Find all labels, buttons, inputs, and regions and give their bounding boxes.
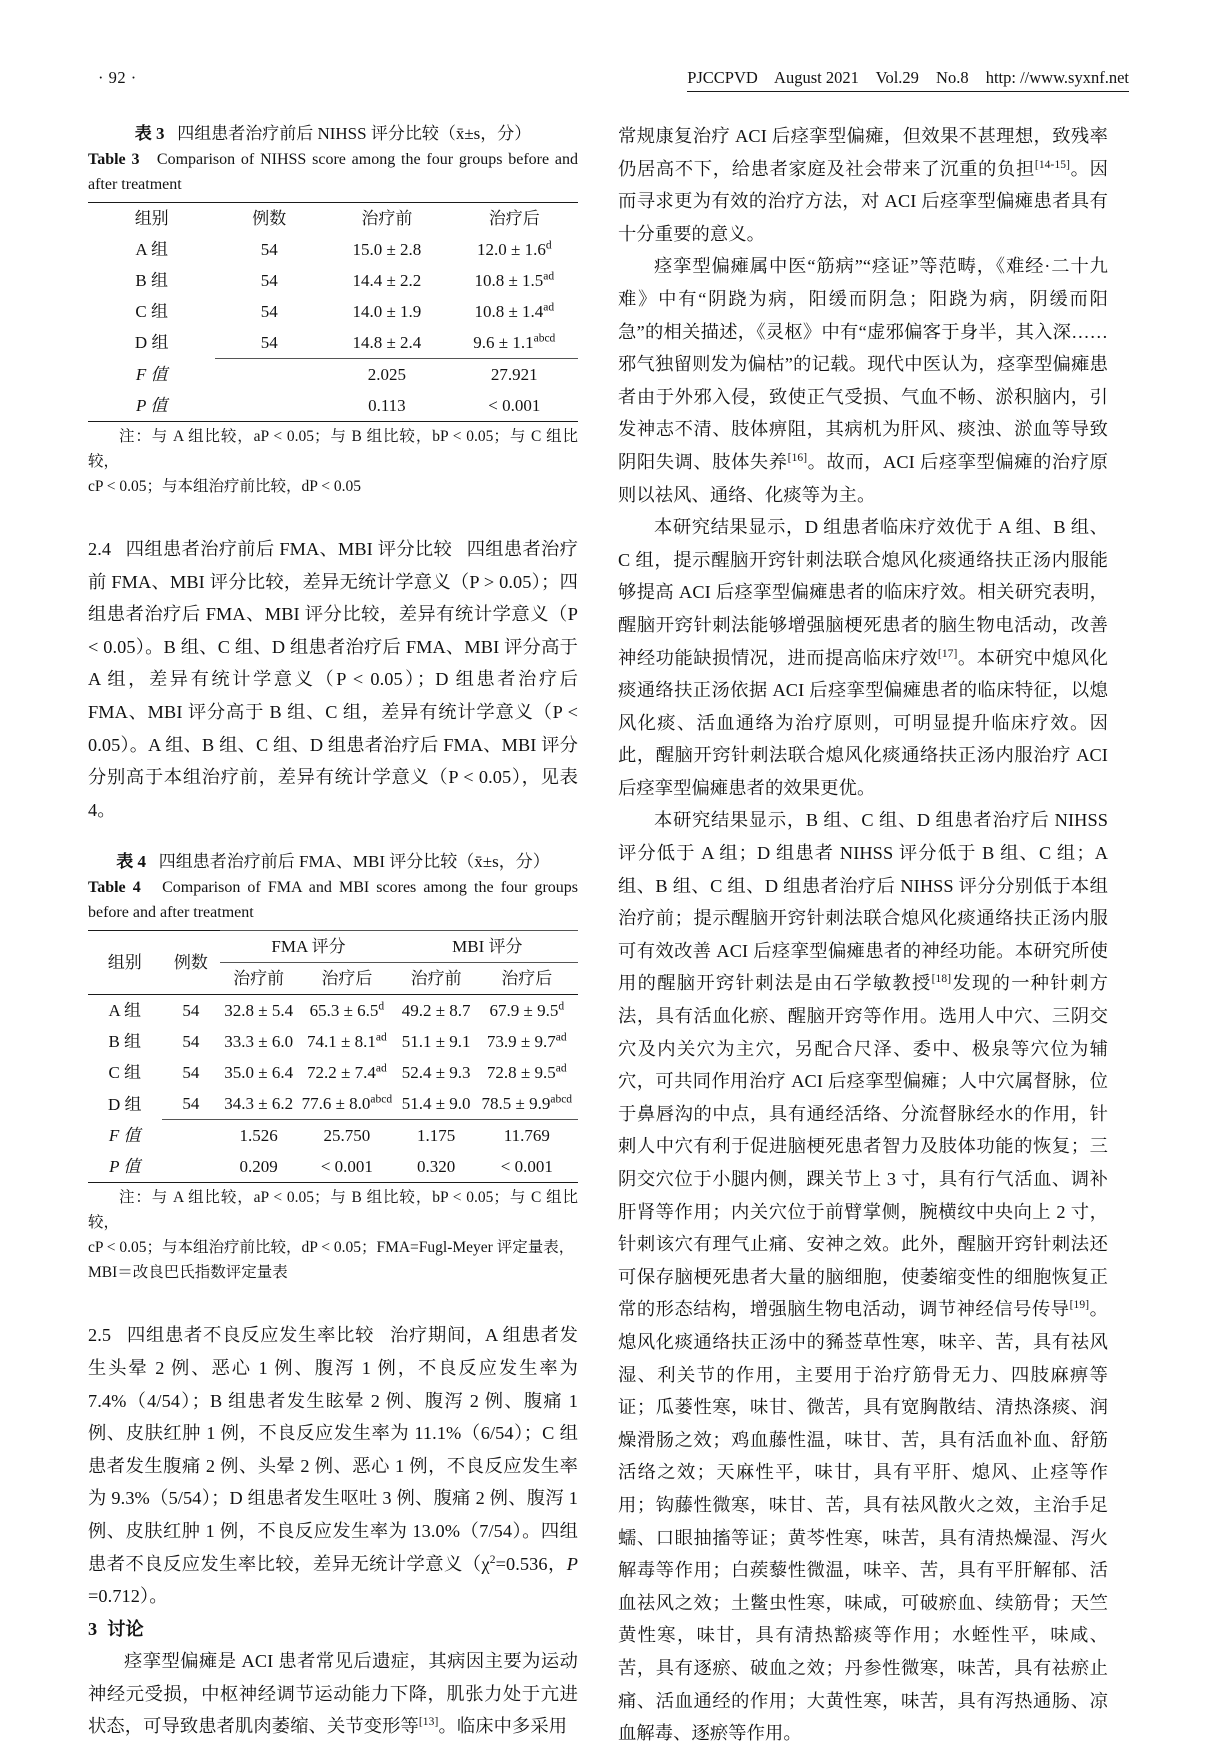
table3-note-line1: 注：与 A 组比较，aP < 0.05；与 B 组比较，bP < 0.05；与 C 组比较，	[88, 428, 578, 470]
table4-p-row	[88, 1151, 578, 1183]
f-label-text: F 值	[108, 1126, 141, 1146]
table4	[88, 930, 578, 1183]
journal-citation	[687, 68, 1129, 92]
table4-p-fma-after: < 0.001	[297, 1151, 397, 1183]
table-row	[88, 265, 578, 296]
table3-note-line2: cP < 0.05；与本组治疗前比较，dP < 0.05	[88, 478, 361, 495]
journal-url: http: //www.syxnf.net	[985, 68, 1129, 87]
sup: d	[545, 239, 552, 252]
table3-r1-group: B 组	[135, 271, 168, 290]
section-2.5	[88, 1319, 578, 1612]
journal-abbrev: PJCCPVD	[687, 68, 758, 87]
right-paragraph-continuation: 常规康复治疗 ACI 后痉挛型偏瘫，但效果不甚理想，致残率仍居高不下，给患者家庭及社会带来了沉重的负担[14-15]。因而寻求更为有效的治疗方法，对 ACI 后痉挛型偏瘫患者具有十分重要的意义。	[618, 126, 1108, 244]
table3-r2-after	[451, 296, 578, 327]
table3-header-row	[88, 203, 578, 235]
table3-r0-n: 54	[260, 240, 278, 259]
table3-r0-before: 15.0 ± 2.8	[352, 240, 422, 259]
table4-p-mbi-before: 0.320	[397, 1151, 476, 1183]
right-column	[618, 120, 1108, 1750]
table3-r3-after	[451, 327, 578, 359]
table4-caption-en	[88, 875, 578, 925]
v: 65.3 ± 6.5	[309, 1001, 379, 1021]
table3-col-after: 治疗后	[451, 203, 578, 235]
table3-r0-group: A 组	[135, 240, 168, 259]
sup: ad	[543, 270, 555, 283]
table3-p-row	[88, 390, 578, 422]
section-3-number: 3	[88, 1618, 98, 1639]
table4-label-en: Table 4	[88, 879, 141, 897]
volume: Vol.29	[875, 68, 919, 87]
table4-f-fma-after: 25.750	[297, 1120, 397, 1152]
left-column	[88, 120, 578, 1743]
v: 9.6 ± 1.1	[473, 333, 534, 352]
table4-note	[88, 1185, 578, 1285]
table3-p-blank	[215, 390, 323, 422]
table3-col-n: 例数	[215, 203, 323, 235]
table4-r2-group: C 组	[108, 1063, 142, 1083]
issue-number: No.8	[936, 68, 969, 87]
table4-r0-mbi-after	[476, 995, 578, 1027]
table-row	[88, 1026, 578, 1057]
table4-r3-mbi-before: 51.4 ± 9.0	[401, 1094, 471, 1114]
table4-r2-mbi-after	[476, 1057, 578, 1088]
table4-title-cn: 四组患者治疗前后 FMA、MBI 评分比较（x̄±s，分）	[158, 852, 550, 872]
section-2.4-body: 四组患者治疗前 FMA、MBI 评分比较，差异无统计学意义（P > 0.05）；四组患者治疗后 FMA、MBI 评分比较，差异有统计学意义（P < 0.05）。B 组、C 组、D 组患者治疗后 FMA、MBI 评分高于 A 组，差异有统计学意义（P < 0.05）；D 组患者治疗后 FMA、MBI 评分高于 B 组、C 组，差异有统计学意义（P < 0.05）。A 组、B 组、C 组、D 组患者治疗后 FMA、MBI 评分分别高于本组治疗前，差异有统计学意义（P < 0.05），见表 4。	[88, 539, 579, 820]
section-3-heading	[88, 1613, 578, 1646]
table4-r1-mbi-before: 51.1 ± 9.1	[401, 1032, 471, 1052]
table3-note	[88, 424, 578, 499]
table3-col-before: 治疗前	[323, 203, 450, 235]
table4-fma-after-head: 治疗后	[297, 963, 397, 995]
section-3-paragraph-1: 痉挛型偏瘫是 ACI 患者常见后遗症，其病因主要为运动神经元受损，中枢神经调节运动能力下降，肌张力处于亢进状态，可导致患者肌肉萎缩、关节变形等[13]。临床中多采用	[88, 1651, 578, 1737]
table3-block	[88, 120, 578, 499]
f-label-text: F 值	[135, 364, 168, 384]
table3-r1-before: 14.4 ± 2.2	[352, 271, 422, 290]
table4-r0-mbi-before: 49.2 ± 8.7	[397, 995, 476, 1027]
table4-span-fma: FMA 评分	[220, 931, 396, 963]
table3-title-cn: 四组患者治疗前后 NIHSS 评分比较（x̄±s，分）	[177, 124, 532, 143]
table4-label-cn: 表 4	[116, 852, 147, 872]
table3-r2-n: 54	[260, 302, 278, 321]
table3-r2-before: 14.0 ± 1.9	[352, 302, 422, 321]
right-paragraph-3: 本研究结果显示，D 组患者临床疗效优于 A 组、B 组、C 组，提示醒脑开窍针刺法联合熄风化痰通络扶正汤内服能够提高 ACI 后痉挛型偏瘫患者的临床疗效。相关研究表明，醒脑开窍针刺法能够增强脑梗死患者的脑生物电活动，改善神经功能缺损情况，进而提高临床疗效[17]。本研究中熄风化痰通络扶正汤依据 ACI 后痉挛型偏瘫患者的临床特征，以熄风化痰、活血通络为治疗原则，可明显提升临床疗效。因此，醒脑开窍针刺法联合熄风化痰通络扶正汤内服治疗 ACI 后痉挛型偏瘫患者的效果更优。	[618, 517, 1108, 798]
table4-block	[88, 848, 578, 1285]
table4-p-mbi-after: < 0.001	[476, 1151, 578, 1183]
section-2.5-body: 治疗期间，A 组患者发生头晕 2 例、恶心 1 例、腹泻 1 例，不良反应发生率为 7.4%（4/54）；B 组患者发生眩晕 2 例、腹泻 2 例、腹痛 1 例、皮肤红肿 1 例，不良反应发生率为 11.1%（6/54）；C 组患者发生腹痛 2 例、头晕 2 例、恶心 1 例，不良反应发生率为 9.3%（5/54）；D 组患者发生呕吐 3 例、腹痛 2 例、腹泻 1 例、皮肤红肿 1 例，不良反应发生率为 13.0%（7/54）。四组患者不良反应发生率比较，差异无统计学意义（$\chi^2=0.536$，P =0.712）。	[88, 1325, 578, 1607]
table3-r0-after	[451, 234, 578, 265]
table4-r1-fma-before: 33.3 ± 6.0	[224, 1032, 294, 1052]
table4-p-label	[88, 1151, 162, 1183]
section-2.4-title: 四组患者治疗前后 FMA、MBI 评分比较	[125, 539, 453, 559]
table4-r1-fma-after	[297, 1026, 397, 1057]
table4-col-group: 组别	[88, 931, 162, 995]
table4-header-row-1	[88, 931, 578, 963]
table4-caption-cn	[88, 848, 578, 875]
sup: ad	[375, 1062, 387, 1075]
table4-p-fma-before: 0.209	[220, 1151, 297, 1183]
table3-title-en: Comparison of NIHSS score among the four groups before and after treatment	[88, 151, 579, 193]
table4-r2-mbi-before: 52.4 ± 9.3	[401, 1063, 471, 1083]
issue-date: August 2021	[774, 68, 859, 87]
sup: d	[558, 1000, 565, 1013]
table4-r1-group: B 组	[108, 1032, 142, 1052]
table4-f-mbi-before: 1.175	[397, 1120, 476, 1152]
v: 77.6 ± 8.0	[301, 1094, 371, 1114]
table4-r1-mbi-after	[476, 1026, 578, 1057]
sup: abcd	[550, 1093, 573, 1106]
table3-r3-before: 14.8 ± 2.4	[352, 333, 422, 352]
table3	[88, 202, 578, 422]
table4-r1-n: 54	[182, 1032, 200, 1052]
v: 73.9 ± 9.7	[486, 1032, 556, 1052]
table4-r3-mbi-after	[476, 1088, 578, 1120]
table3-caption-cn	[88, 120, 578, 147]
section-3-title: 讨论	[107, 1618, 144, 1639]
right-paragraph-4: 本研究结果显示，B 组、C 组、D 组患者治疗后 NIHSS 评分低于 A 组；D 组患者 NIHSS 评分低于 B 组、C 组；A 组、B 组、C 组、D 组患者治疗后 NIHSS 评分分别低于本组治疗前；提示醒脑开窍针刺法联合熄风化痰通络扶正汤内服可有效改善 ACI 后痉挛型偏瘫患者的神经功能。本研究所使用的醒脑开窍针刺法是由石学敏教授[18]发现的一种针刺方法，具有活血化瘀、醒脑开窍等作用。选用人中穴、三阴交穴及内关穴为主穴，另配合尺泽、委中、极泉等穴位为辅穴，可共同作用治疗 ACI 后痉挛型偏瘫；人中穴属督脉，位于鼻唇沟的中点，具有通经活络、分流督脉经水的作用，针刺人中穴有利于促进脑梗死患者智力及肢体功能的恢复；三阴交穴位于小腿内侧，踝关节上 3 寸，具有行气活血、调补肝肾等作用；内关穴位于前臂掌侧，腕横纹中央向上 2 寸，针刺该穴有理气止痛、安神之效。此外，醒脑开窍针刺法还可保存脑梗死患者大量的脑细胞，使萎缩变性的细胞恢复正常的形态结构，增强脑生物电活动，调节神经信号传导[19]。熄风化痰通络扶正汤中的豨莶草性寒，味辛、苦，具有祛风湿、利关节的作用，主要用于治疗筋骨无力、四肢麻痹等证；瓜蒌性寒，味甘、微苦，具有宽胸散结、清热涤痰、润燥滑肠之效；鸡血藤性温，味甘、苦，具有活血补血、舒筋活络之效；天麻性平，味甘，具有平肝、熄风、止痉等作用；钩藤性微寒，味甘、苦，具有祛风散火之效，主治手足蠕、口眼抽搐等证；黄芩性寒，味苦，具有清热燥湿、泻火解毒等作用；白蒺藜性微温，味辛、苦，具有平肝解郁、活血祛风之效；土鳖虫性寒，味咸，可破瘀血、续筋骨；天竺黄性寒，味甘，具有清热豁痰等作用；水蛭性平，味咸、苦，具有逐瘀、破血之效；丹参性微寒，味苦，具有祛瘀止痛、活血通经的作用；大黄性寒，味苦，具有泻热通肠、凉血解毒、逐瘀等作用。	[618, 810, 1108, 1744]
v: 72.8 ± 9.5	[486, 1063, 556, 1083]
table4-note-line2: cP < 0.05；与本组治疗前比较，dP < 0.05；FMA=Fugl-Meyer 评定量表，	[88, 1239, 575, 1257]
table-row	[88, 296, 578, 327]
table4-p-blank	[162, 1151, 221, 1183]
table4-r0-fma-after	[297, 995, 397, 1027]
table4-mbi-after-head: 治疗后	[476, 963, 578, 995]
v: 74.1 ± 8.1	[307, 1032, 376, 1052]
sup: d	[378, 1000, 385, 1013]
sup: ad	[375, 1031, 387, 1044]
table4-r3-n: 54	[182, 1094, 200, 1114]
table4-r0-n: 54	[162, 995, 221, 1027]
table3-p-after: < 0.001	[451, 390, 578, 422]
v: 10.8 ± 1.5	[474, 271, 544, 290]
table3-label-en: Table 3	[88, 151, 140, 168]
table4-f-fma-before: 1.526	[220, 1120, 297, 1152]
table3-r1-after	[451, 265, 578, 296]
table4-col-n: 例数	[162, 931, 221, 995]
section-2.5-title: 四组患者不良反应发生率比较	[127, 1325, 375, 1346]
running-head	[98, 68, 1129, 92]
section-2.5-number: 2.5	[88, 1325, 112, 1346]
table4-title-en: Comparison of FMA and MBI scores among the four groups before and after treatment	[88, 879, 579, 922]
table3-r3-group: D 组	[134, 333, 169, 353]
table-row	[88, 234, 578, 265]
section-2.4	[88, 533, 578, 826]
table-row	[88, 327, 578, 359]
sup: abcd	[533, 332, 556, 345]
table3-r2-group: C 组	[135, 302, 168, 321]
table4-r3-fma-after	[297, 1088, 397, 1120]
table4-r3-group: D 组	[107, 1094, 142, 1114]
v: 10.8 ± 1.4	[474, 302, 544, 321]
v: 12.0 ± 1.6	[476, 240, 546, 259]
table3-f-row	[88, 359, 578, 391]
v: 78.5 ± 9.9	[481, 1094, 551, 1114]
table4-fma-before-head: 治疗前	[220, 963, 297, 995]
table3-f-after: 27.921	[451, 359, 578, 391]
table4-span-mbi: MBI 评分	[397, 931, 578, 963]
table-row	[88, 1057, 578, 1088]
section-2.4-number: 2.4	[88, 539, 112, 559]
table4-mbi-before-head: 治疗前	[397, 963, 476, 995]
p-label-text: P 值	[136, 396, 168, 415]
table3-f-blank	[215, 359, 323, 391]
sup: ad	[543, 301, 555, 314]
table4-r0-fma-before: 32.8 ± 5.4	[220, 995, 297, 1027]
page-folio: · 92 ·	[98, 68, 137, 87]
table4-r2-fma-before: 35.0 ± 6.4	[224, 1063, 294, 1083]
table-row	[88, 1088, 578, 1120]
table3-f-label	[88, 359, 215, 391]
sup: ad	[555, 1031, 567, 1044]
table3-col-group: 组别	[88, 203, 215, 235]
table3-label-cn: 表 3	[134, 124, 165, 143]
table4-r2-fma-after	[297, 1057, 397, 1088]
v: 67.9 ± 9.5	[489, 1001, 559, 1021]
table4-f-label	[88, 1120, 162, 1152]
table3-f-before: 2.025	[323, 359, 450, 391]
table3-p-label	[88, 390, 215, 422]
table4-f-mbi-after: 11.769	[476, 1120, 578, 1152]
table3-r3-n: 54	[260, 333, 278, 352]
table4-r2-n: 54	[182, 1063, 200, 1083]
table4-r0-group: A 组	[88, 995, 162, 1027]
sup: ad	[555, 1062, 567, 1075]
p-label-text: P 值	[109, 1157, 141, 1177]
sup: abcd	[370, 1093, 393, 1106]
table4-f-blank	[162, 1120, 221, 1152]
table3-caption-en	[88, 147, 578, 197]
table3-p-before: 0.113	[323, 390, 450, 422]
table3-r1-n: 54	[260, 271, 278, 290]
table-row	[88, 995, 578, 1027]
table4-r3-fma-before: 34.3 ± 6.2	[224, 1094, 294, 1114]
table4-note-line1: 注：与 A 组比较，aP < 0.05；与 B 组比较，bP < 0.05；与 C 组比较，	[88, 1189, 578, 1232]
table4-f-row	[88, 1120, 578, 1152]
table4-note-line3: MBI＝改良巴氏指数评定量表	[88, 1264, 288, 1282]
right-paragraph-2: 痉挛型偏瘫属中医“筋病”“痉证”等范畴，《难经·二十九难》中有“阴跷为病，阳缓而阴急；阳跷为病，阴缓而阳急”的相关描述，《灵枢》中有“虚邪偏客于身半，其入深……邪气独留则发为偏枯”的记载。现代中医认为，痉挛型偏瘫患者由于外邪入侵，致使正气受损、气血不畅、淤积脑内，引发神志不清、肢体痹阻，其病机为肝风、痰浊、淤血等导致阴阳失调、肢体失养[16]。故而，ACI 后痉挛型偏瘫的治疗原则以祛风、通络、化痰等为主。	[618, 256, 1108, 505]
v: 72.2 ± 7.4	[307, 1063, 376, 1083]
